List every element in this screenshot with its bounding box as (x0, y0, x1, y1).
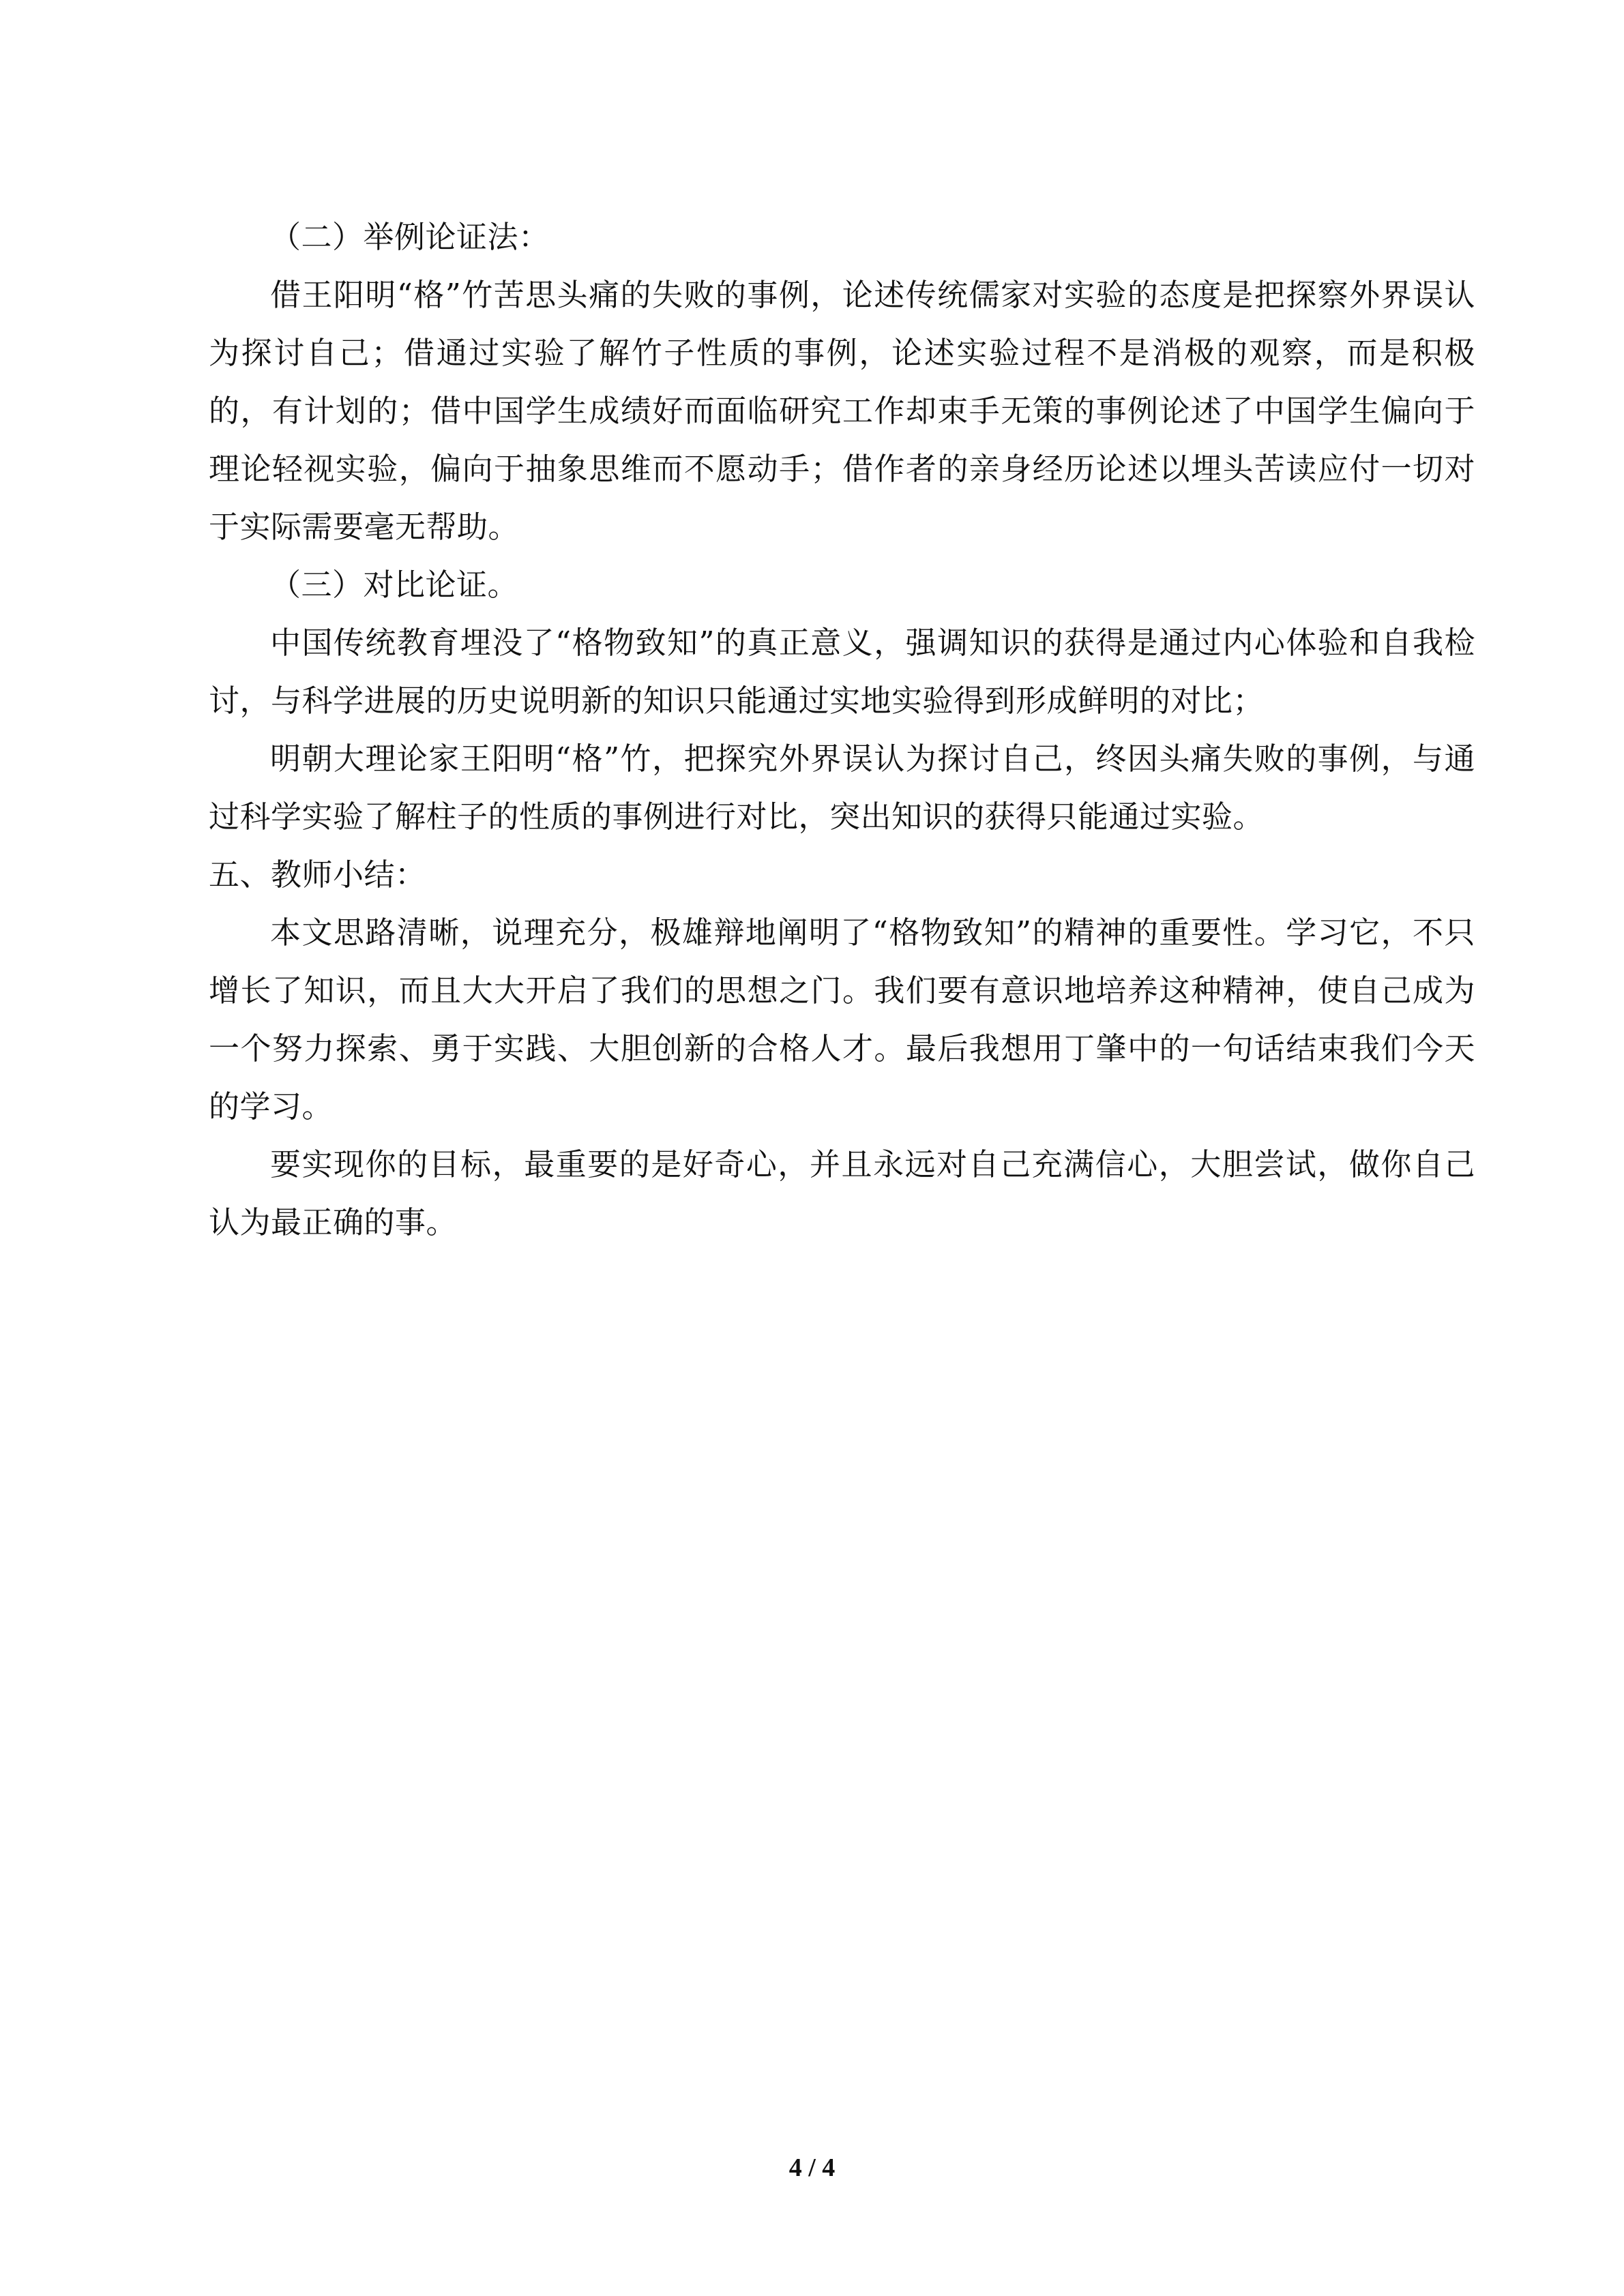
subheading-contrast-argument: （三）对比论证。 (270, 567, 519, 603)
paragraph-contrast-wang-yangming: 明朝大理论家王阳明“格”竹，把探究外界误认为探讨自己，终因头痛失败的事例，与通过科学实验了解柱子的性质的事例进行对比，突出知识的获得只能通过实验。 (209, 741, 1475, 835)
section-heading-teacher-summary: 五、教师小结： (209, 856, 426, 893)
subheading-example-argument: （二）举例论证法： (270, 219, 550, 255)
document-body (209, 208, 1475, 1251)
paragraph-teacher-summary: 本文思路清晰，说理充分，极雄辩地阐明了“格物致知”的精神的重要性。学习它，不只增长了知识，而且大大开启了我们的思想之门。我们要有意识地培养这种精神，使自己成为一个努力探索、勇于实践、大胆创新的合格人才。最后我想用丁肇中的一句话结束我们今天的学习。 (209, 914, 1475, 1124)
paragraph-example-argument: 借王阳明“格”竹苦思头痛的失败的事例，论述传统儒家对实验的态度是把探察外界误认为探讨自己；借通过实验了解竹子性质的事例，论述实验过程不是消极的观察，而是积极的，有计划的；借中国学生成绩好而面临研究工作却束手无策的事例论述了中国学生偏向于理论轻视实验，偏向于抽象思维而不愿动手；借作者的亲身经历论述以埋头苦读应付一切对于实际需要毫无帮助。 (209, 277, 1475, 545)
paragraph-closing-quote: 要实现你的目标，最重要的是好奇心，并且永远对自己充满信心，大胆尝试，做你自己认为最正确的事。 (209, 1146, 1475, 1240)
paragraph-contrast-education: 中国传统教育埋没了“格物致知”的真正意义，强调知识的获得是通过内心体验和自我检讨，与科学进展的历史说明新的知识只能通过实地实验得到形成鲜明的对比； (209, 625, 1475, 719)
page-number: 4 / 4 (788, 2153, 836, 2182)
